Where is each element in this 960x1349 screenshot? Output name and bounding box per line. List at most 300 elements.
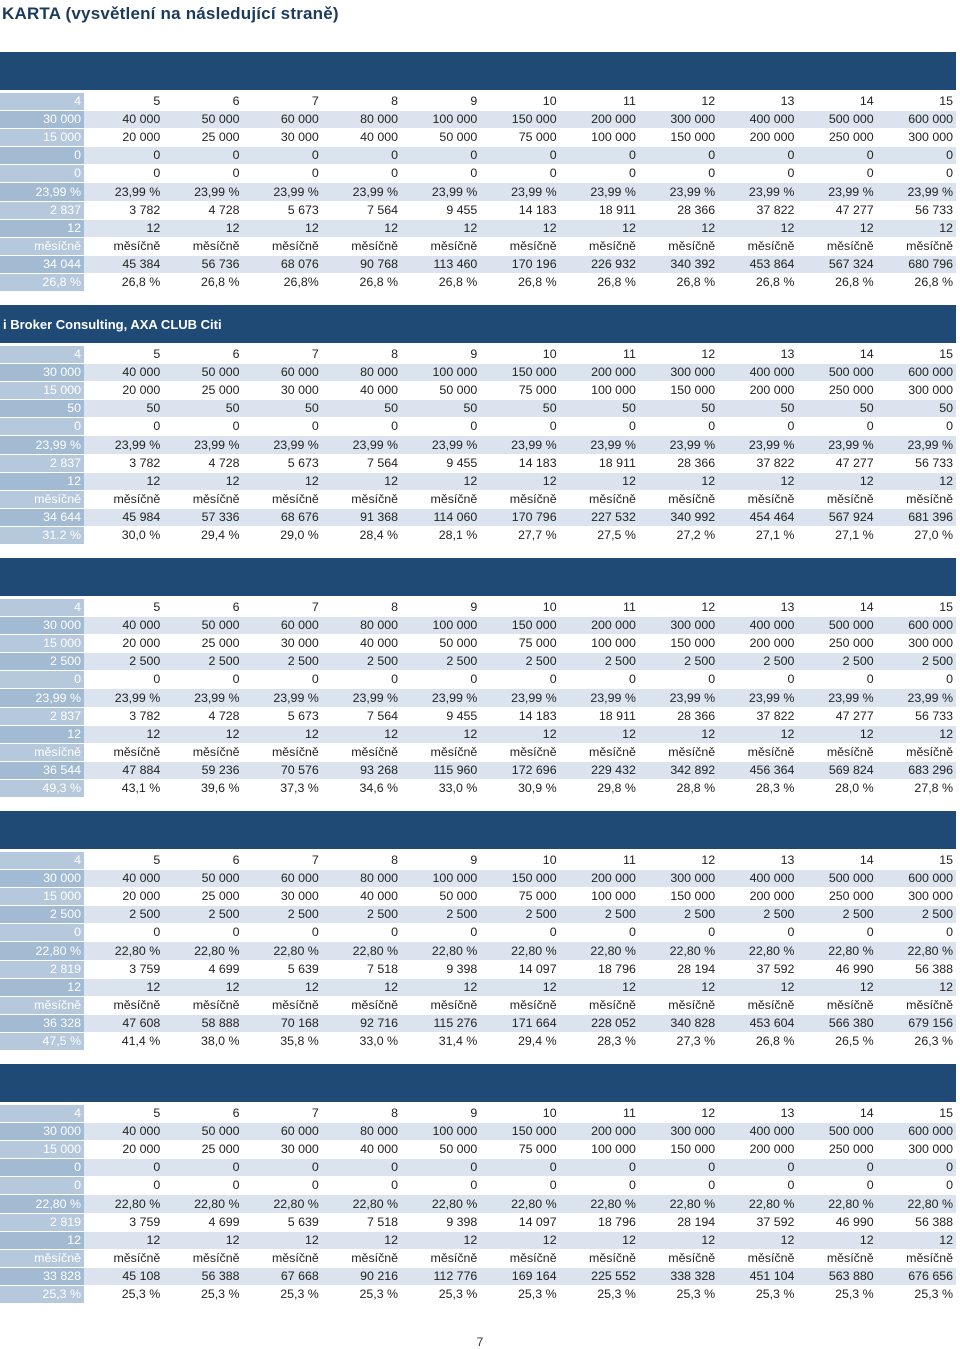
- table-cell: 453 864: [718, 255, 797, 273]
- table-row: [0, 1231, 956, 1249]
- table-cell: 50 000: [163, 870, 242, 888]
- table-cell: 100 000: [401, 364, 480, 382]
- table-cell: 50: [877, 400, 956, 418]
- table-cell: 12: [401, 978, 480, 996]
- table-cell: 9: [401, 599, 480, 617]
- row-label-cell: 26,8 %: [0, 273, 84, 291]
- table-cell: 14: [797, 1105, 876, 1123]
- table-cell: 2 500: [163, 906, 242, 924]
- table-cell: 75 000: [480, 635, 559, 653]
- table-cell: 23,99 %: [560, 436, 639, 454]
- table-cell: 27,1 %: [797, 526, 876, 544]
- table-cell: 340 392: [639, 255, 718, 273]
- row-label-cell: 47,5 %: [0, 1032, 84, 1050]
- table-row: [0, 454, 956, 472]
- table-cell: 23,99 %: [797, 183, 876, 201]
- table-cell: 22,80 %: [401, 942, 480, 960]
- table-cell: 3 782: [84, 201, 163, 219]
- table-cell: 12: [401, 1231, 480, 1249]
- table-cell: 25 000: [163, 129, 242, 147]
- table-cell: 13: [718, 1105, 797, 1123]
- row-label-cell: 23,99 %: [0, 183, 84, 201]
- table-cell: 80 000: [322, 1123, 401, 1141]
- table-cell: 11: [560, 599, 639, 617]
- table-section-5: [0, 1064, 956, 1304]
- table-row: [0, 1195, 956, 1213]
- table-cell: 23,99 %: [243, 183, 322, 201]
- row-label-cell: 33 828: [0, 1267, 84, 1285]
- table-cell: 228 052: [560, 1014, 639, 1032]
- table-cell: 0: [322, 1159, 401, 1177]
- table-cell: 12: [560, 472, 639, 490]
- table-cell: 100 000: [560, 888, 639, 906]
- row-label-cell: 25,3 %: [0, 1285, 84, 1303]
- table-cell: měsíčně: [797, 490, 876, 508]
- table-cell: 8: [322, 346, 401, 364]
- table-cell: 115 960: [401, 761, 480, 779]
- table-cell: 28,4 %: [322, 526, 401, 544]
- table-cell: 47 277: [797, 707, 876, 725]
- table-cell: 14 183: [480, 454, 559, 472]
- table-cell: 70 576: [243, 761, 322, 779]
- table-cell: 300 000: [639, 617, 718, 635]
- table-cell: 56 388: [877, 960, 956, 978]
- table-row: [0, 1123, 956, 1141]
- table-cell: 0: [797, 418, 876, 436]
- table-cell: 7: [243, 93, 322, 111]
- table-cell: 22,80 %: [401, 1195, 480, 1213]
- table-cell: 75 000: [480, 1141, 559, 1159]
- table-cell: 12: [877, 1231, 956, 1249]
- table-row: [0, 1105, 956, 1123]
- table-cell: měsíčně: [718, 490, 797, 508]
- table-cell: 25,3 %: [797, 1285, 876, 1303]
- table-cell: 29,8 %: [560, 779, 639, 797]
- row-label-cell: 30 000: [0, 870, 84, 888]
- table-cell: 6: [163, 852, 242, 870]
- table-cell: měsíčně: [163, 490, 242, 508]
- table-cell: 26,8 %: [401, 273, 480, 291]
- table-cell: 37 822: [718, 454, 797, 472]
- table-cell: 567 324: [797, 255, 876, 273]
- row-label-cell: 0: [0, 924, 84, 942]
- table-cell: 0: [480, 671, 559, 689]
- table-cell: 9: [401, 93, 480, 111]
- table-cell: 23,99 %: [322, 689, 401, 707]
- table-cell: 28,8 %: [639, 779, 718, 797]
- table-cell: měsíčně: [560, 743, 639, 761]
- table-cell: 68 676: [243, 508, 322, 526]
- table-cell: 25 000: [163, 888, 242, 906]
- table-cell: 37,3 %: [243, 779, 322, 797]
- table-row: [0, 490, 956, 508]
- table-cell: měsíčně: [163, 743, 242, 761]
- table-cell: 12: [797, 472, 876, 490]
- table-cell: 340 828: [639, 1014, 718, 1032]
- table-row: [0, 1249, 956, 1267]
- table-section-4: [0, 811, 956, 1051]
- table-cell: měsíčně: [243, 743, 322, 761]
- table-cell: 25,3 %: [163, 1285, 242, 1303]
- table-cell: 26,8 %: [560, 273, 639, 291]
- table-cell: 15: [877, 852, 956, 870]
- table-cell: 0: [560, 147, 639, 165]
- row-label-cell: 22,80 %: [0, 1195, 84, 1213]
- table-cell: 7 518: [322, 960, 401, 978]
- table-cell: 0: [163, 418, 242, 436]
- table-cell: 28 366: [639, 454, 718, 472]
- table-cell: 0: [322, 165, 401, 183]
- table-cell: 12: [797, 978, 876, 996]
- table-cell: měsíčně: [401, 1249, 480, 1267]
- table-cell: 6: [163, 346, 242, 364]
- table-cell: 40 000: [322, 382, 401, 400]
- table-cell: 26,8 %: [84, 273, 163, 291]
- row-label-cell: 15 000: [0, 1141, 84, 1159]
- table-cell: 12: [877, 472, 956, 490]
- table-cell: 23,99 %: [639, 689, 718, 707]
- table-cell: 150 000: [480, 870, 559, 888]
- table-cell: 47 884: [84, 761, 163, 779]
- table-cell: 23,99 %: [84, 183, 163, 201]
- table-cell: 0: [243, 1159, 322, 1177]
- row-label-cell: 31.2 %: [0, 526, 84, 544]
- table-cell: 14: [797, 599, 876, 617]
- table-cell: 100 000: [401, 870, 480, 888]
- table-cell: 27,2 %: [639, 526, 718, 544]
- row-label-cell: 30 000: [0, 111, 84, 129]
- table-cell: 80 000: [322, 111, 401, 129]
- table-cell: 40 000: [322, 635, 401, 653]
- table-cell: 9 455: [401, 201, 480, 219]
- table-cell: 0: [877, 924, 956, 942]
- table-cell: 23,99 %: [797, 689, 876, 707]
- table-cell: 58 888: [163, 1014, 242, 1032]
- table-cell: 23,99 %: [480, 183, 559, 201]
- table-cell: 20 000: [84, 1141, 163, 1159]
- table-cell: 0: [480, 924, 559, 942]
- table-cell: 0: [639, 671, 718, 689]
- table-cell: 13: [718, 852, 797, 870]
- table-cell: 29,4 %: [480, 1032, 559, 1050]
- table-cell: 12: [718, 219, 797, 237]
- table-cell: 14 183: [480, 707, 559, 725]
- table-cell: 38,0 %: [163, 1032, 242, 1050]
- table-cell: 90 768: [322, 255, 401, 273]
- row-label-cell: 30 000: [0, 1123, 84, 1141]
- table-cell: 12: [322, 978, 401, 996]
- table-row: [0, 255, 956, 273]
- table-cell: 15: [877, 599, 956, 617]
- table-cell: 25,3 %: [639, 1285, 718, 1303]
- table-row: [0, 1213, 956, 1231]
- table-cell: měsíčně: [877, 490, 956, 508]
- table-cell: 23,99 %: [480, 689, 559, 707]
- table-cell: 2 500: [163, 653, 242, 671]
- table-cell: 0: [718, 671, 797, 689]
- table-cell: 23,99 %: [84, 689, 163, 707]
- table-row: [0, 1159, 956, 1177]
- row-label-cell: 2 500: [0, 906, 84, 924]
- table-cell: 567 924: [797, 508, 876, 526]
- table-cell: 40 000: [84, 111, 163, 129]
- table-cell: 12: [163, 219, 242, 237]
- table-row: [0, 418, 956, 436]
- table-cell: 23,99 %: [401, 689, 480, 707]
- table-cell: 250 000: [797, 382, 876, 400]
- table-cell: 12: [84, 978, 163, 996]
- table-cell: 456 364: [718, 761, 797, 779]
- table-row: [0, 960, 956, 978]
- table-cell: 30,0 %: [84, 526, 163, 544]
- table-cell: 0: [639, 1159, 718, 1177]
- table-cell: 57 336: [163, 508, 242, 526]
- table-cell: 170 196: [480, 255, 559, 273]
- table-cell: 20 000: [84, 382, 163, 400]
- table-cell: měsíčně: [480, 743, 559, 761]
- table-row: [0, 707, 956, 725]
- row-label-cell: 4: [0, 852, 84, 870]
- table-cell: 30 000: [243, 1141, 322, 1159]
- table-cell: měsíčně: [560, 996, 639, 1014]
- table-cell: 25,3 %: [718, 1285, 797, 1303]
- table-cell: 14 097: [480, 960, 559, 978]
- table-cell: 12: [322, 1231, 401, 1249]
- table-cell: 22,80 %: [480, 942, 559, 960]
- table-cell: měsíčně: [877, 996, 956, 1014]
- table-cell: 92 716: [322, 1014, 401, 1032]
- table-cell: měsíčně: [639, 743, 718, 761]
- table-cell: 169 164: [480, 1267, 559, 1285]
- table-cell: 0: [401, 1159, 480, 1177]
- row-label-cell: 2 837: [0, 201, 84, 219]
- table-cell: 25 000: [163, 635, 242, 653]
- data-table: [0, 346, 956, 545]
- table-cell: 0: [877, 1159, 956, 1177]
- table-cell: 33,0 %: [401, 779, 480, 797]
- table-cell: 150 000: [480, 364, 559, 382]
- table-cell: 40 000: [84, 617, 163, 635]
- table-cell: 28,0 %: [797, 779, 876, 797]
- table-cell: 80 000: [322, 364, 401, 382]
- table-cell: 8: [322, 93, 401, 111]
- table-cell: 60 000: [243, 111, 322, 129]
- table-cell: 23,99 %: [639, 183, 718, 201]
- table-cell: 20 000: [84, 635, 163, 653]
- table-cell: měsíčně: [560, 490, 639, 508]
- table-cell: 114 060: [401, 508, 480, 526]
- table-cell: 91 368: [322, 508, 401, 526]
- table-cell: 12: [163, 725, 242, 743]
- row-label-cell: měsíčně: [0, 743, 84, 761]
- table-cell: 2 500: [84, 906, 163, 924]
- table-cell: 50 000: [163, 617, 242, 635]
- table-cell: 12: [877, 725, 956, 743]
- table-cell: měsíčně: [797, 237, 876, 255]
- table-cell: 100 000: [560, 635, 639, 653]
- table-cell: 0: [322, 418, 401, 436]
- table-cell: 0: [718, 147, 797, 165]
- table-cell: 50 000: [401, 382, 480, 400]
- table-cell: 0: [877, 165, 956, 183]
- table-cell: 7: [243, 599, 322, 617]
- table-cell: měsíčně: [797, 1249, 876, 1267]
- table-cell: 250 000: [797, 129, 876, 147]
- data-table: [0, 852, 956, 1051]
- table-cell: 100 000: [401, 1123, 480, 1141]
- table-row: [0, 436, 956, 454]
- table-cell: měsíčně: [322, 237, 401, 255]
- table-cell: 451 104: [718, 1267, 797, 1285]
- table-cell: 18 796: [560, 1213, 639, 1231]
- table-cell: 0: [718, 1177, 797, 1195]
- table-cell: 25,3 %: [560, 1285, 639, 1303]
- table-cell: 25 000: [163, 382, 242, 400]
- table-cell: 0: [401, 147, 480, 165]
- table-cell: 59 236: [163, 761, 242, 779]
- row-label-cell: 12: [0, 725, 84, 743]
- table-cell: 250 000: [797, 635, 876, 653]
- table-cell: 2 500: [84, 653, 163, 671]
- table-cell: 12: [84, 1231, 163, 1249]
- table-cell: 14: [797, 346, 876, 364]
- table-cell: 50: [401, 400, 480, 418]
- table-cell: 2 500: [322, 906, 401, 924]
- table-cell: 300 000: [877, 382, 956, 400]
- data-table: [0, 599, 956, 798]
- table-cell: 11: [560, 852, 639, 870]
- table-row: [0, 111, 956, 129]
- table-cell: 150 000: [639, 1141, 718, 1159]
- table-cell: 0: [84, 147, 163, 165]
- table-cell: 50: [718, 400, 797, 418]
- table-cell: měsíčně: [322, 490, 401, 508]
- table-row: [0, 852, 956, 870]
- table-cell: 0: [163, 671, 242, 689]
- table-cell: 34,6 %: [322, 779, 401, 797]
- table-cell: 12: [639, 346, 718, 364]
- table-cell: 0: [560, 165, 639, 183]
- table-cell: 25,3 %: [480, 1285, 559, 1303]
- table-cell: 2 500: [480, 653, 559, 671]
- table-cell: 18 911: [560, 454, 639, 472]
- table-cell: 37 822: [718, 201, 797, 219]
- table-cell: 680 796: [877, 255, 956, 273]
- table-cell: 200 000: [560, 870, 639, 888]
- table-cell: 27,1 %: [718, 526, 797, 544]
- table-cell: 150 000: [480, 111, 559, 129]
- table-cell: 47 277: [797, 454, 876, 472]
- table-cell: 22,80 %: [797, 1195, 876, 1213]
- table-row: [0, 924, 956, 942]
- table-cell: 22,80 %: [163, 1195, 242, 1213]
- table-cell: 338 328: [639, 1267, 718, 1285]
- table-cell: 12: [163, 978, 242, 996]
- table-cell: 0: [797, 1177, 876, 1195]
- table-cell: 23,99 %: [718, 689, 797, 707]
- table-cell: 500 000: [797, 111, 876, 129]
- table-cell: 12: [639, 93, 718, 111]
- table-cell: 70 168: [243, 1014, 322, 1032]
- table-row: [0, 761, 956, 779]
- table-cell: 0: [718, 165, 797, 183]
- section-header: i Broker Consulting, AXA CLUB Citi: [0, 305, 956, 343]
- row-label-cell: 12: [0, 978, 84, 996]
- table-cell: 0: [877, 147, 956, 165]
- table-cell: měsíčně: [718, 1249, 797, 1267]
- table-cell: 150 000: [480, 617, 559, 635]
- table-cell: 400 000: [718, 870, 797, 888]
- table-cell: 45 108: [84, 1267, 163, 1285]
- table-cell: 9: [401, 1105, 480, 1123]
- table-cell: 56 733: [877, 454, 956, 472]
- table-cell: 28,3 %: [718, 779, 797, 797]
- table-cell: 0: [322, 1177, 401, 1195]
- table-row: [0, 996, 956, 1014]
- section-header: [0, 811, 956, 849]
- table-cell: měsíčně: [718, 237, 797, 255]
- table-cell: 12: [639, 472, 718, 490]
- table-cell: měsíčně: [718, 996, 797, 1014]
- table-cell: 80 000: [322, 870, 401, 888]
- table-row: [0, 201, 956, 219]
- table-cell: 0: [718, 1159, 797, 1177]
- table-cell: 30 000: [243, 635, 322, 653]
- row-label-cell: 15 000: [0, 382, 84, 400]
- table-row: [0, 978, 956, 996]
- table-cell: 200 000: [560, 364, 639, 382]
- table-cell: 229 432: [560, 761, 639, 779]
- table-row: [0, 273, 956, 291]
- table-cell: 75 000: [480, 382, 559, 400]
- table-cell: 30 000: [243, 129, 322, 147]
- row-label-cell: 2 837: [0, 707, 84, 725]
- table-cell: 12: [639, 978, 718, 996]
- row-label-cell: měsíčně: [0, 237, 84, 255]
- table-cell: 0: [480, 147, 559, 165]
- row-label-cell: měsíčně: [0, 490, 84, 508]
- table-cell: 14: [797, 93, 876, 111]
- table-cell: 0: [480, 1177, 559, 1195]
- table-cell: 0: [797, 1159, 876, 1177]
- table-cell: 23,99 %: [243, 689, 322, 707]
- page-number: 7: [476, 1335, 484, 1349]
- table-cell: 28 194: [639, 1213, 718, 1231]
- table-cell: 0: [243, 1177, 322, 1195]
- table-cell: měsíčně: [163, 996, 242, 1014]
- table-cell: 25,3 %: [84, 1285, 163, 1303]
- table-cell: 200 000: [560, 111, 639, 129]
- table-cell: 2 500: [877, 906, 956, 924]
- table-cell: 2 500: [797, 653, 876, 671]
- table-row: [0, 237, 956, 255]
- table-row: [0, 942, 956, 960]
- table-cell: 26,8%: [243, 273, 322, 291]
- table-cell: 0: [480, 165, 559, 183]
- table-cell: 60 000: [243, 870, 322, 888]
- table-cell: 0: [639, 418, 718, 436]
- table-cell: 200 000: [718, 1141, 797, 1159]
- table-cell: 40 000: [84, 870, 163, 888]
- section-header: [0, 558, 956, 596]
- row-label-cell: 2 819: [0, 1213, 84, 1231]
- table-cell: měsíčně: [877, 743, 956, 761]
- table-cell: 13: [718, 346, 797, 364]
- section-header: [0, 1064, 956, 1102]
- table-cell: 0: [84, 418, 163, 436]
- table-cell: 26,5 %: [797, 1032, 876, 1050]
- table-cell: 8: [322, 852, 401, 870]
